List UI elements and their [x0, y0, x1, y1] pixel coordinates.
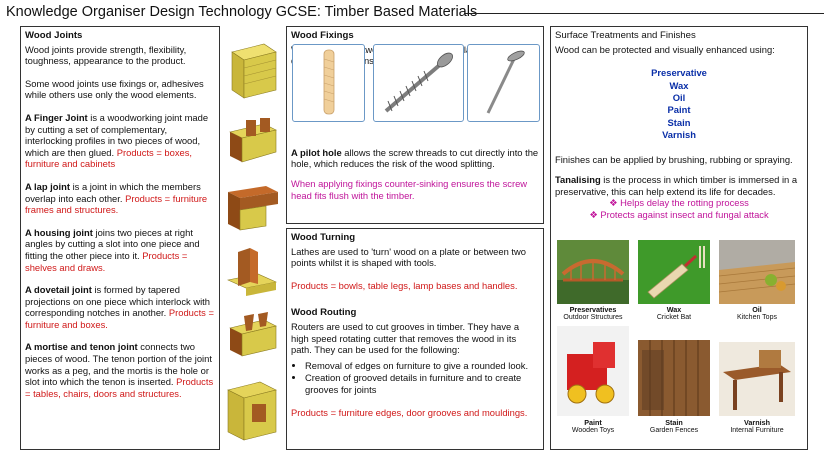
diamond-bullet-icon: ❖: [609, 197, 621, 209]
list-item: • Creation of grooved details in furniture and to create grooves for joints: [305, 372, 539, 395]
pilot-hole-text: A pilot hole allows the screw threads to cut directly into the hole, which reduces the risk of the wood splitting.: [291, 146, 539, 170]
tanalising-text: Tanalising is the process in which timber is immersed in a preservative, this can help extend its life for decades.: [555, 174, 798, 197]
oil-kitchen-tops-photo: [719, 240, 795, 304]
mortise-joint-text: A mortise and tenon joint connects two pieces of wood. The tenon portion of the joint works as a peg, and the mortis is the hole or slot into which the tenon is inserted. Products = tables, chairs, doors and structures.: [25, 341, 214, 399]
caption-paint: Paint Wooden Toys: [571, 418, 615, 434]
housing-joint-text: A housing joint joins two pieces at right angles by cutting a slot into one piece and fitting the other piece into it. Products = shelves and draws.: [25, 226, 200, 273]
caption-oil: Oil Kitchen Tops: [737, 305, 777, 321]
wood-turning-text: Lathes are used to 'turn' wood on a plate or between two points whilst it is shaped with tools.: [291, 245, 526, 269]
finish-preservative: Preservative: [651, 67, 707, 79]
title-rule: [464, 13, 824, 14]
finger-joint-text: A Finger Joint is a woodworking joint made by cutting a set of complementary, interlocking profiles in two pieces of wood, which are then glued. Products = boxes, furniture and cabinets: [25, 111, 209, 170]
nail-frame: [467, 44, 540, 122]
wood-routing-products: Products = furniture edges, door grooves and mouldings.: [291, 406, 528, 418]
dovetail-joint-image: [224, 312, 280, 360]
list-item: ❖ Helps delay the rotting process: [609, 197, 749, 209]
wood-joints-intro2: Some wood joints use fixings or, adhesives while others use only the wood elements.: [25, 77, 204, 101]
nail-image: [468, 45, 538, 120]
tanalising-points: [555, 197, 803, 220]
preservatives-photo: [557, 240, 629, 304]
page-title: Knowledge Organiser Design Technology GCSE: Timber Based Materials: [6, 4, 478, 20]
dowel-image: [293, 45, 363, 120]
wood-joints-box: [20, 26, 220, 450]
finishes-method: Finishes can be applied by brushing, rubbing or spraying.: [555, 153, 793, 165]
wood-fixings-heading: Wood Fixings: [291, 30, 354, 41]
finish-paint: Paint: [667, 104, 691, 116]
lap-joint-text: A lap joint is a joint in which the members overlap into each other. Products = furniture frames and structures.: [25, 180, 208, 216]
wood-turning-products: Products = bowls, table legs, lamp bases and handles.: [291, 279, 518, 291]
dovetail-joint-text: A dovetail joint is formed by tapered projections on one piece which interlock with corresponding notches in another. Products = furniture and boxes.: [25, 284, 214, 330]
countersink-note: When applying fixings counter-sinking ensures the screw head fits flush with the timber.: [291, 177, 528, 201]
wood-turning-box: [286, 228, 544, 450]
finish-list: [555, 67, 803, 141]
caption-varnish: Varnish Internal Furniture: [730, 418, 784, 434]
wood-joints-heading: Wood Joints: [25, 30, 83, 41]
finish-oil: Oil: [672, 92, 686, 103]
screw-image: [374, 45, 462, 120]
finish-varnish: Varnish: [662, 129, 696, 141]
wood-routing-text: Routers are used to cut grooves in timber. They have a high speed rotating cutter that removes the wood in its path. They can be used for the following:: [291, 320, 520, 356]
surface-intro: Wood can be protected and visually enhanced using:: [555, 43, 775, 55]
list-item: • Removal of edges on furniture to give a rounded look.: [305, 360, 539, 372]
lap-joint-image: [222, 182, 282, 234]
finish-wax: Wax: [669, 79, 689, 91]
wax-cricket-bat-photo: [638, 240, 710, 304]
caption-preservatives: Preservatives Outdoor Structures: [563, 305, 623, 321]
paint-wooden-toys-photo: [557, 326, 629, 416]
diamond-bullet-icon: ❖: [589, 209, 601, 220]
varnish-internal-furniture-photo: [719, 342, 795, 416]
housing-joint-image: [224, 244, 280, 300]
wood-fixings-intro: two pins,: [356, 43, 378, 67]
mortise-tenon-joint-image: [222, 376, 282, 446]
list-item: ❖ Protects against insect and fungal attack: [589, 209, 769, 220]
wood-turning-heading: Wood Turning: [291, 232, 356, 243]
wood-routing-heading: Wood Routing: [291, 307, 357, 319]
finger-joint-cutout-image: [224, 112, 280, 168]
caption-stain: Stain Garden Fences: [649, 418, 699, 434]
caption-wax: Wax Cricket Bat: [656, 305, 692, 321]
dowel-frame: [292, 44, 365, 122]
finger-joint-image: [224, 40, 280, 100]
stain-garden-fences-photo: [638, 340, 710, 416]
screw-frame: [373, 44, 464, 122]
wood-routing-list: [291, 360, 539, 396]
finish-stain: Stain: [667, 116, 691, 128]
wood-joints-intro: Wood joints provide strength, flexibility, toughness, appearance to the product.: [25, 43, 187, 67]
surface-heading: Surface Treatments and Finishes: [555, 30, 696, 41]
